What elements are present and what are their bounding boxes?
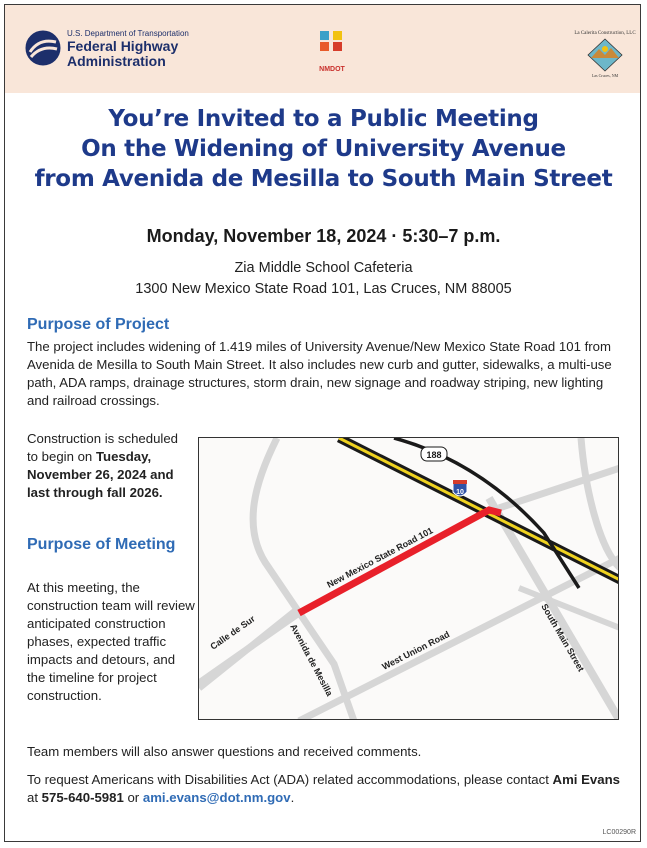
project-location-map [198,437,619,720]
ada-or: or [123,790,143,805]
svg-text:10: 10 [456,489,464,496]
project-segment-nm101 [299,510,501,613]
ada-contact-name: Ami Evans [552,772,620,787]
calerita-emblem-icon [587,38,623,72]
fhwa-name-line2: Administration [67,53,166,69]
road-east-connector [499,468,619,508]
fhwa-dept: U.S. Department of Transportation [67,29,189,38]
page-title [10,104,637,194]
venue-address: 1300 New Mexico State Road 101, Las Cruces, NM 88005 [135,281,512,297]
fhwa-emblem-icon [25,30,61,66]
nmdot-label: NMDOT [319,66,345,73]
title-line-3: from Avenida de Mesilla to South Main Street [34,166,613,192]
label-west-union: West Union Road [380,629,452,672]
fhwa-name-line1: Federal Highway [67,38,179,54]
meeting-date-time: Monday, November 18, 2024 · 5:30–7 p.m. [146,226,501,246]
nmdot-emblem-icon [317,29,347,65]
construction-dates: Tuesday, November 26, 2024 and last through fall 2026. [27,449,174,500]
ada-accommodation-notice [27,771,627,807]
ada-prefix: To request Americans with Disabilities Act (ADA) related accommodations, please contact [27,772,553,787]
fhwa-logo [25,27,195,77]
purpose-of-project-text: The project includes widening of 1.419 miles of University Avenue/New Mexico State Road 101 from Avenida de Mesilla to South Main Street. It also includes new curb and gutter, sidewalks, a multi-use path, ADA ramps, drainage structures, storm drain, new signage and roadway striping, new lighting and railroad crossings. [27,339,612,408]
label-avenida-de-mesilla: Avenida de Mesilla [288,622,335,698]
road-east-vertical [581,438,619,568]
document-code: LC00290R [602,829,636,836]
purpose-of-project-heading: Purpose of Project [27,316,170,333]
nmdot-logo [317,29,357,75]
ada-at: at [27,790,42,805]
ada-period: . [290,790,295,805]
map-canvas [199,438,619,720]
construction-schedule [27,430,187,502]
venue-name: Zia Middle School Cafeteria [234,260,413,276]
title-line-1: You’re Invited to a Public Meeting [108,106,539,132]
label-nm101: New Mexico State Road 101 [325,525,435,590]
logo-header [5,5,640,93]
fhwa-text [67,29,189,69]
calerita-name: La Calerita Construction, LLC [574,31,636,36]
route-188-shield [421,447,447,461]
calerita-location: Las Cruces, NM [591,73,619,78]
svg-text:188: 188 [426,450,442,460]
title-line-2: On the Widening of University Avenue [81,136,566,162]
interstate-10-shield [453,480,467,496]
label-south-main: South Main Street [539,602,587,674]
calerita-logo [573,31,637,81]
ada-email-link[interactable]: ami.evans@dot.nm.gov [142,790,291,805]
label-calle-de-sur: Calle de Sur [208,613,257,652]
purpose-of-meeting-heading: Purpose of Meeting [27,536,176,553]
meeting-venue [10,258,637,300]
ada-phone: 575-640-5981 [41,790,124,805]
construction-prefix: Construction is scheduled to begin on [27,431,179,464]
road-south-east [519,588,619,628]
purpose-of-meeting-text: At this meeting, the construction team will review anticipated construction phases, expected traffic impacts and detours, and the timeline for project construction. [27,580,195,703]
purpose-of-meeting-text-cont: Team members will also answer questions and received comments. [27,744,422,759]
